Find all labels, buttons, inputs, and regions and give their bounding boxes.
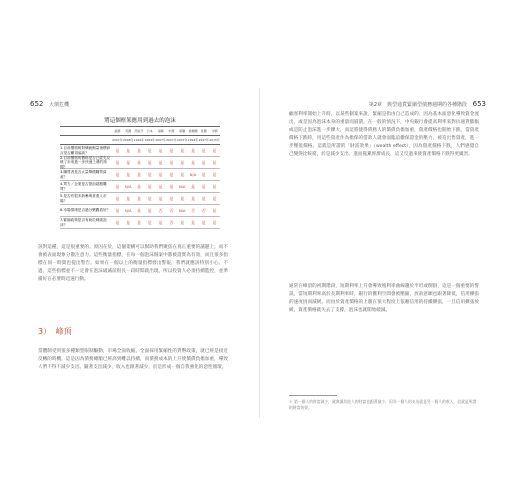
- section-heading: [38, 326, 72, 337]
- table-cell: 是: [147, 147, 152, 153]
- table-cell: 是: [201, 159, 206, 165]
- section-heading-title: 峰頂: [55, 327, 72, 336]
- table-cell: 是: [169, 195, 174, 201]
- table-col-country: 美國: [114, 129, 121, 133]
- table-row-label: 1.目前價格相對傳統衡量指標而言是否顯得偏高？: [60, 146, 111, 155]
- table-cell: 是: [169, 171, 174, 177]
- table-col-country: 中國: [211, 129, 218, 133]
- table-body: [60, 145, 220, 229]
- table-row-label: 7.緊縮政策是否有助於刺破泡沫？: [60, 218, 107, 227]
- right-paragraph-1: 顧客利率開始上升時，以某些個案來說，緊縮是指由自己造成的，因為基本面惡化導致資金流出，或是因為泡沫本身的重量而崩潰。在一般的情況下，中央銀行會提高利率來對抗通貨膨脹或是防止泡沫進一步擴大，而這將使得債務人的償債負擔加重，資產價格也開始下跌。當資產價格下跌時，用這些資產作為擔保的借款人就會面臨追繳保證金的壓力，被迫出售資產，進一步壓低價格。這就是所謂的「財富效果」（wealth effect），因為資產價格下跌，人們感覺自己變得比較窮，於是減少支出，進而拖累經濟成長，這又反過來使資產價格下跌得更厲害。: [289, 112, 479, 158]
- table-row: [60, 205, 220, 217]
- table-cell: 是: [191, 159, 195, 165]
- table-cell: 是: [158, 219, 163, 225]
- table-row: [60, 181, 220, 193]
- table-cell: 是: [137, 195, 141, 201]
- table-cell: 是: [180, 219, 185, 225]
- table-cell: 是: [212, 219, 217, 225]
- table-cell: 是: [180, 159, 185, 165]
- table-cell: 是: [137, 183, 141, 189]
- table-cell: 是: [126, 195, 131, 201]
- table-cell: 是: [212, 207, 217, 213]
- table-row: [60, 169, 220, 181]
- table-row-label: 3.購買者是否大量舉債購買資產？: [60, 170, 107, 179]
- table-cell: 是: [115, 195, 120, 201]
- table-cell: 是: [191, 195, 195, 201]
- table-col-year: 1997年: [198, 138, 210, 142]
- table-cell: 是: [158, 195, 163, 201]
- table-cell: 是: [115, 219, 120, 225]
- left-paragraph-1: 該對這種，這是很重要的。原因在於，這個架構可以幫助我們聚焦在真正重要的議題上，而不會被表面現象分散注意力。這些衡量指標，在每一個泡沫個案中都被證實為有效，而且很多指標在同一時間也提出警告。如果在一個以上的衡量指標發出警報，我們就應該特別小心。不過，這些指標並不一定會在泡沫破滅前很長一段時間就出現，所以投資人必須持續監控，並準備好在必要時迅速行動。: [38, 245, 228, 283]
- table-cell: 否: [169, 207, 174, 213]
- table-cell: 是: [126, 219, 131, 225]
- table-cell: 是: [169, 147, 174, 153]
- table-row: [60, 217, 220, 229]
- table-col-year: 2007年: [155, 138, 166, 142]
- table-cell: 是: [137, 147, 141, 153]
- table-cell: 是: [158, 147, 163, 153]
- table-col-year: 1994年: [187, 138, 199, 142]
- table-cell: 是: [147, 159, 152, 165]
- table-cell: 是: [158, 183, 163, 189]
- table-col-year: 2015年: [209, 138, 220, 142]
- table-cell: 是: [212, 159, 217, 165]
- table-title: 將這個框架應用到過去的泡沫: [60, 114, 220, 127]
- table-cell: 是: [115, 147, 120, 153]
- table-cell: 是: [147, 171, 152, 177]
- table-cell: 是: [201, 183, 206, 189]
- right-header-title: 第2章 典型通貨緊縮型債務週期的各種階段: [368, 102, 468, 108]
- table-cell: N/A: [124, 208, 132, 213]
- table-cell: 是: [137, 207, 141, 213]
- table-col-year: 2007年: [176, 138, 188, 142]
- table-cell: 是: [158, 171, 163, 177]
- table-cell: 是: [169, 183, 174, 189]
- table-cell: 是: [201, 195, 206, 201]
- table-cell: 是: [147, 195, 152, 201]
- table-col-country: 泰國: [200, 129, 207, 133]
- table-cell: 是: [191, 147, 195, 153]
- right-running-head: [369, 100, 486, 108]
- table-col-country: 愛爾蘭: [188, 129, 198, 133]
- table-cell: N/A: [124, 184, 132, 189]
- footnote-rule: [289, 395, 337, 396]
- table-col-country: 西班牙: [134, 129, 144, 133]
- footnote: ＊ 第一個人的財富減少，就會讓其他人的財富也跟著減少，因為一個人的支出就是另一個人的收入。這就是所謂的財富效果。: [289, 399, 477, 410]
- table-col-country: 中國: [168, 129, 175, 133]
- table-cell: 是: [212, 147, 217, 153]
- left-paragraph-2: 當體制受到很多種類型限制驅動，市場全面收縮，全面採用緊縮性的貨幣政策，就已經是接近反轉的時機。這是因為債務總額已經高到難以持續，而債務成本的上升使償債負擔加重，導致人們不得不減少支出。隨著支出減少，收入也跟著減少，於是形成一個自我強化的惡性循環。: [38, 349, 228, 371]
- table-cell: 是: [212, 195, 217, 201]
- table-col-year: 1929年: [133, 138, 145, 142]
- table-cell: 是: [115, 171, 120, 177]
- table-cell: 否: [201, 207, 206, 213]
- table-cell: 是: [126, 159, 131, 165]
- table-cell: 是: [137, 171, 141, 177]
- table-cell: 是: [126, 171, 131, 177]
- table-cell: 是: [137, 159, 141, 165]
- table-cell: 是: [137, 219, 141, 225]
- table-col-country: 南韓: [157, 129, 164, 133]
- table-cell: 是: [180, 147, 185, 153]
- table-row-label: 5.是否有很多新參與者進入市場？: [60, 194, 107, 203]
- table-cell: 是: [201, 219, 206, 225]
- table-col-country: 日本: [146, 129, 153, 133]
- table-cell: 是: [147, 207, 152, 213]
- table-row: [60, 193, 220, 205]
- table-cell: 否: [169, 219, 174, 225]
- table-cell: 是: [115, 207, 120, 213]
- bubble-framework-table: [60, 114, 220, 229]
- table-cell: N/A: [178, 184, 186, 189]
- table-col-year: 2008年: [122, 138, 134, 142]
- table-cell: 是: [201, 171, 206, 177]
- table-row-label: 6.市場情緒是否過分樂觀看好？: [60, 208, 111, 213]
- table-cell: 是: [201, 147, 206, 153]
- table-cell: N/A: [178, 208, 186, 213]
- table-cell: 否: [158, 207, 163, 213]
- table-cell: 是: [115, 183, 120, 189]
- right-paragraph-2: 通常在峰頂的初期階段，短期利率上升會導致殖利率曲線趨於平坦或倒掛，這是一個重要的警訊。當短期利率高於長期利率時，銀行的獲利空間會被壓縮，放款意願也跟著降低，信用擴張的速度因而減緩。而由於資產價格的上漲在很大程度上依賴信用的持續擴張，一旦信用擴張放緩，資產價格就失去了支撐，泡沫也就開始破滅。: [289, 284, 479, 314]
- table-col-country: 英國: [125, 129, 132, 133]
- table-col-year: 2007年: [112, 138, 123, 142]
- table-cell: 是: [147, 219, 152, 225]
- table-cell: 是: [169, 159, 174, 165]
- right-page-number: 653: [472, 100, 486, 108]
- table-cell: 是: [126, 147, 131, 153]
- table-col-year: 1989年: [144, 138, 156, 142]
- table-cell: 是: [191, 183, 195, 189]
- table-cell: 是: [180, 171, 185, 177]
- table-cell: 是: [147, 183, 152, 189]
- left-header-title: 大債危機: [48, 102, 69, 108]
- table-cell: N/A: [189, 172, 197, 177]
- table-cell: 是: [212, 171, 217, 177]
- left-running-head: [30, 100, 69, 108]
- table-cell: 是: [212, 183, 217, 189]
- table-cell: 是: [191, 219, 195, 225]
- table-col-year: 2007年: [166, 138, 177, 142]
- table-row: [60, 157, 220, 169]
- table-cell: 是: [180, 195, 185, 201]
- table-cell: 是: [158, 159, 163, 165]
- table-header-countries: [60, 127, 220, 136]
- table-row-label: 4.買方／企業是否提前超額購買？: [60, 182, 107, 191]
- left-page-number: 652: [30, 100, 44, 108]
- table-cell: 是: [115, 159, 120, 165]
- table-col-country: 希臘: [179, 129, 186, 133]
- table-row-label: 2.目前價格的價格是否已經先反映了未來進一步快速上漲的預期？: [60, 155, 111, 169]
- table-cell: 否: [191, 207, 195, 213]
- section-heading-number: 3）: [38, 327, 52, 336]
- table-header-years: [60, 136, 220, 145]
